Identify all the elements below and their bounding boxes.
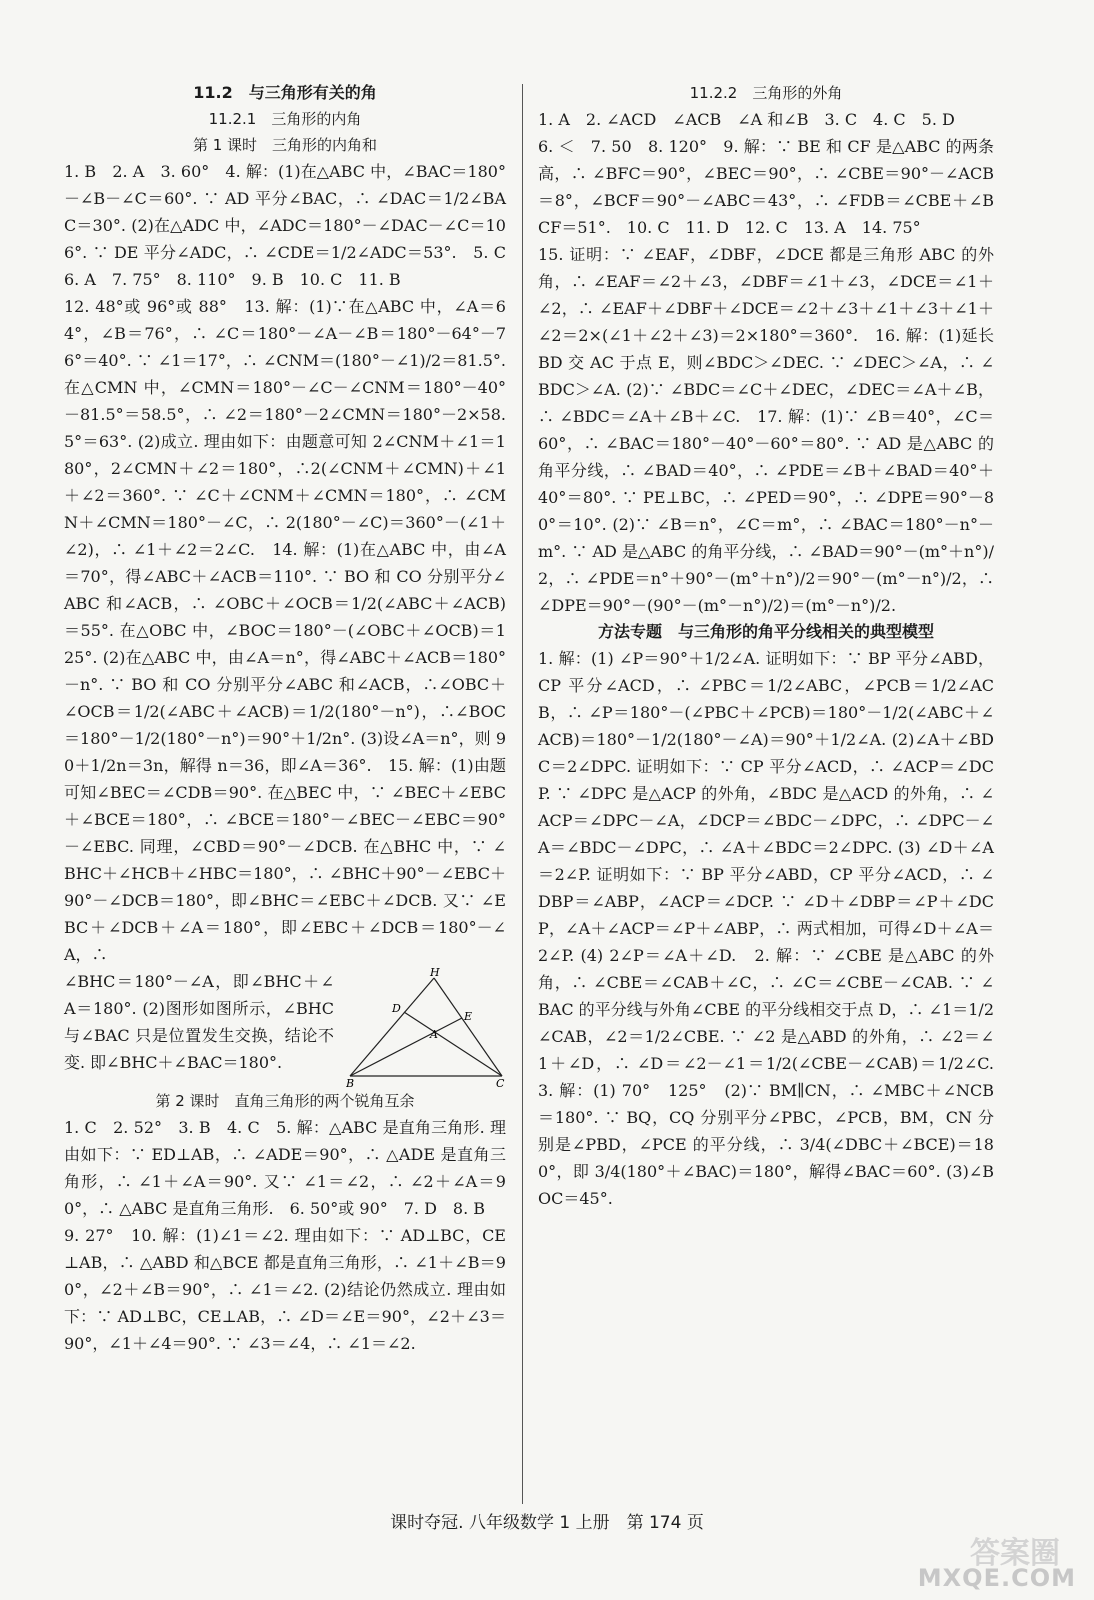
figure-area xyxy=(64,968,506,1088)
right-column xyxy=(538,80,1011,1212)
section-title: 11.2 与三角形有关的角 xyxy=(193,83,377,102)
figure-line-cd xyxy=(404,1012,502,1076)
answer-block-7: 15. 证明：∵ ∠EAF，∠DBF，∠DCE 都是三角形 ABC 的外角，∴ ∠EAF＝∠2＋∠3，∠DBF＝∠1＋∠3，∠DCE＝∠1＋∠2，∴ ∠EAF＋∠DBF＋∠DCE＝∠2＋∠3＋∠1＋∠3＋∠1＋∠2＝2×(∠1＋∠2＋∠3)＝2×180°＝360°. 16. 解：(1)延长 BD 交 AC 于点 E，则∠BDC＞∠DEC. ∵ ∠DEC＞∠A，∴ ∠BDC＞∠A. (2)∵ ∠BDC＝∠C＋∠DEC，∠DEC＝∠A＋∠B，∴ ∠BDC＝∠A＋∠B＋∠C. 17. 解：(1)∵ ∠B＝40°，∠C＝60°，∴ ∠BAC＝180°－40°－60°＝80°. ∵ AD 是△ABC 的角平分线，∴ ∠BAD＝40°，∴ ∠PDE＝∠B＋∠BAD＝40°＋40°＝80°. ∵ PE⊥BC，∴ ∠PED＝90°，∴ ∠DPE＝90°－80°＝10°. (2)∵ ∠B＝n°，∠C＝m°，∴ ∠BAC＝180°－n°－m°. ∵ AD 是△ABC 的角平分线，∴ ∠BAD＝90°－(m°＋n°)/2，∴ ∠PDE＝n°＋90°－(m°＋n°)/2＝90°－(m°－n°)/2，∴ ∠DPE＝90°－(90°－(m°－n°)/2)＝(m°－n°)/2. xyxy=(538,245,994,615)
column-divider xyxy=(522,84,523,1504)
watermark xyxy=(896,1528,1076,1592)
figure-label: D xyxy=(392,1002,401,1015)
figure-line-be xyxy=(350,1018,462,1076)
watermark-logo: 答案圈 xyxy=(970,1536,1060,1571)
figure-line-bh xyxy=(350,978,434,1076)
answer-block-1: 1. B 2. A 3. 60° 4. 解：(1)在△ABC 中，∠BAC＝180°－∠B－∠C＝60°. ∵ AD 平分∠BAC，∴ ∠DAC＝1/2∠BAC＝30°. (2)在△ADC 中，∠ADC＝180°－∠DAC－∠C＝106°. ∵ DE 平分∠ADC，∴ ∠CDE＝1/2∠ADC＝53°. 5. C 6. A 7. 75° 8. 110° 9. B 10. C 11. B xyxy=(64,162,523,289)
subsection-title: 11.2.1 三角形的内角 xyxy=(208,110,362,128)
page-footer: 课时夺冠. 八年级数学 1 上册 第 174 页 xyxy=(390,1513,704,1533)
answer-block-5: 1. A 2. ∠ACD ∠ACB ∠A 和∠B 3. C 4. C 5. D xyxy=(538,110,955,129)
answer-block-2: 12. 48°或 96°或 88° 13. 解：(1)∵在△ABC 中，∠A＝64°，∠B＝76°，∴ ∠C＝180°－∠A－∠B＝180°－64°－76°＝40°. ∵ ∠1＝17°，∴ ∠CNM＝(180°－∠1)/2＝81.5°. 在△CMN 中，∠CMN＝180°－∠C－∠CNM＝180°－40°－81.5°＝58.5°，∴ ∠2＝180°－2∠CMN＝180°－2×58.5°＝63°. (2)成立. 理由如下：由题意可知 2∠CNM＋∠1＝180°，2∠CMN＋∠2＝180°，∴2(∠CNM＋∠CMN)＋∠1＋∠2＝360°. ∵ ∠C＋∠CNM＋∠CMN＝180°，∴ ∠CMN＋∠CMN＝180°－∠C，∴ 2(180°－∠C)＝360°－(∠1＋∠2)，∴ ∠1＋∠2＝2∠C. 14. 解：(1)在△ABC 中，由∠A＝70°，得∠ABC＋∠ACB＝110°. ∵ BO 和 CO 分别平分∠ABC 和∠ACB，∴ ∠OBC＋∠OCB＝1/2(∠ABC＋∠ACB)＝55°. 在△OBC 中，∠BOC＝180°－(∠OBC＋∠OCB)＝125°. (2)在△ABC 中，由∠A＝n°，得∠ABC＋∠ACB＝180°－n°. ∵ BO 和 CO 分别平分∠ABC 和∠ACB，∴∠OBC＋∠OCB＝1/2(∠ABC＋∠ACB)＝1/2(180°－n°)，∴∠BOC＝180°－1/2(180°－n°)＝90°＋1/2n°. (3)设∠A＝n°，则 90＋1/2n＝3n，解得 n＝36，即∠A＝36°. 15. 解：(1)由题可知∠BEC＝∠CDB＝90°. 在△BEC 中，∵ ∠BEC＋∠EBC＋∠BCE＝180°，∴ ∠BCE＝180°－∠BEC－∠EBC＝90°－∠EBC. 同理，∠CBD＝90°－∠DCB. 在△BHC 中，∵ ∠BHC＋∠HCB＋∠HBC＝180°，∴ ∠BHC＋90°－∠EBC＋90°－∠DCB＝180°，即∠BHC＝∠EBC＋∠DCB. 又∵ ∠EBC＋∠DCB＋∠A＝180°，即∠EBC＋∠DCB＝180°－∠A，∴ xyxy=(64,297,506,964)
figure-label: H xyxy=(430,968,440,979)
answer-block-4: 9. 27° 10. 解：(1)∠1＝∠2. 理由如下：∵ AD⊥BC，CE⊥AB，∴ △ABD 和△BCE 都是直角三角形，∴ ∠1＋∠B＝90°，∠2＋∠B＝90°，∴ ∠1＝∠2. (2)结论仍然成立. 理由如下：∵ AD⊥BC，CE⊥AB，∴ ∠D＝∠E＝90°，∠2＋∠3＝90°，∠1＋∠4＝90°. ∵ ∠3＝∠4，∴ ∠1＝∠2. xyxy=(64,1226,506,1353)
answer-block-3: 1. C 2. 52° 3. B 4. C 5. 解：△ABC 是直角三角形. 理由如下：∵ ED⊥AB，∴ ∠ADE＝90°，∴ △ADE 是直角三角形，∴ ∠1＋∠A＝90°. 又∵ ∠1＝∠2，∴ ∠2＋∠A＝90°，∴ △ABC 是直角三角形. 6. 50°或 90° 7. D 8. B xyxy=(64,1118,506,1218)
lesson-2-title: 第 2 课时 直角三角形的两个锐角互余 xyxy=(155,1092,415,1110)
triangle-figure xyxy=(346,968,506,1088)
method-section-title: 方法专题 与三角形的角平分线相关的典型模型 xyxy=(597,622,934,641)
subsection-title: 11.2.2 三角形的外角 xyxy=(689,84,843,102)
answer-block-6: 6. ＜ 7. 50 8. 120° 9. 解：∵ BE 和 CF 是△ABC 的两条高，∴ ∠BFC＝90°，∠BEC＝90°，∴ ∠CBE＝90°－∠ACB＝8°，∠BCF＝90°－∠ABC＝43°，∴ ∠FDB＝∠CBE＋∠BCF＝51°. 10. C 11. D 12. C 13. A 14. 75° xyxy=(538,137,994,237)
left-column xyxy=(64,80,523,1357)
answer-block-8: 1. 解：(1) ∠P＝90°＋1/2∠A. 证明如下：∵ BP 平分∠ABD，CP 平分∠ACD，∴ ∠PBC＝1/2∠ABC，∠PCB＝1/2∠ACB，∴ ∠P＝180°－(∠PBC＋∠PCB)＝180°－1/2(∠ABC＋∠ACB)＝180°－1/2(180°－∠A)＝90°＋1/2∠A. (2)∠A＋∠BDC＝2∠DPC. 证明如下：∵ CP 平分∠ACD，∴ ∠ACP＝∠DCP. ∵ ∠DPC 是△ACP 的外角，∠BDC 是△ACD 的外角，∴ ∠ACP＝∠DPC－∠A，∠DCP＝∠BDC－∠DPC，∴ ∠DPC－∠A＝∠BDC－∠DPC，∴ ∠A＋∠BDC＝2∠DPC. (3) ∠D＋∠A＝2∠P. 证明如下：∵ BP 平分∠ABD，CP 平分∠ACD，∴ ∠DBP＝∠ABP，∠ACP＝∠DCP. ∵ ∠D＋∠DBP＝∠P＋∠DCP，∠A＋∠ACP＝∠P＋∠ABP，∴ 两式相加，可得∠D＋∠A＝2∠P. (4) 2∠P＝∠A＋∠D. 2. 解：∵ ∠CBE 是△ABC 的外角，∴ ∠CBE＝∠CAB＋∠C，∴ ∠C＝∠CBE－∠CAB. ∵ ∠BAC 的平分线与外角∠CBE 的平分线相交于点 D，∴ ∠1＝1/2∠CAB，∠2＝1/2∠CBE. ∵ ∠2 是△ABD 的外角，∴ ∠2＝∠1＋∠D，∴ ∠D＝∠2－∠1＝1/2(∠CBE－∠CAB)＝1/2∠C. 3. 解：(1) 70° 125° (2)∵ BM∥CN，∴ ∠MBC＋∠NCB＝180°. ∵ BQ，CQ 分别平分∠PBC，∠PCB，BM，CN 分别是∠PBD，∠PCE 的平分线，∴ 3/4(∠DBC＋∠BCE)＝180°，即 3/4(180°＋∠BAC)＝180°，解得∠BAC＝60°. (3)∠BOC＝45°. xyxy=(538,649,1011,1208)
figure-label: B xyxy=(346,1077,355,1088)
figure-label: A xyxy=(430,1028,438,1041)
answer-block-2b: ∠BHC＝180°－∠A，即∠BHC＋∠A＝180°. (2)图形如图所示，∠BHC 与∠BAC 只是位置发生交换，结论不变. 即∠BHC＋∠BAC＝180°. xyxy=(64,972,334,1072)
figure-label: C xyxy=(496,1077,505,1088)
figure-label: E xyxy=(464,1010,473,1023)
lesson-1-title: 第 1 课时 三角形的内角和 xyxy=(192,136,378,154)
watermark-site: MXQE.COM xyxy=(917,1564,1076,1592)
